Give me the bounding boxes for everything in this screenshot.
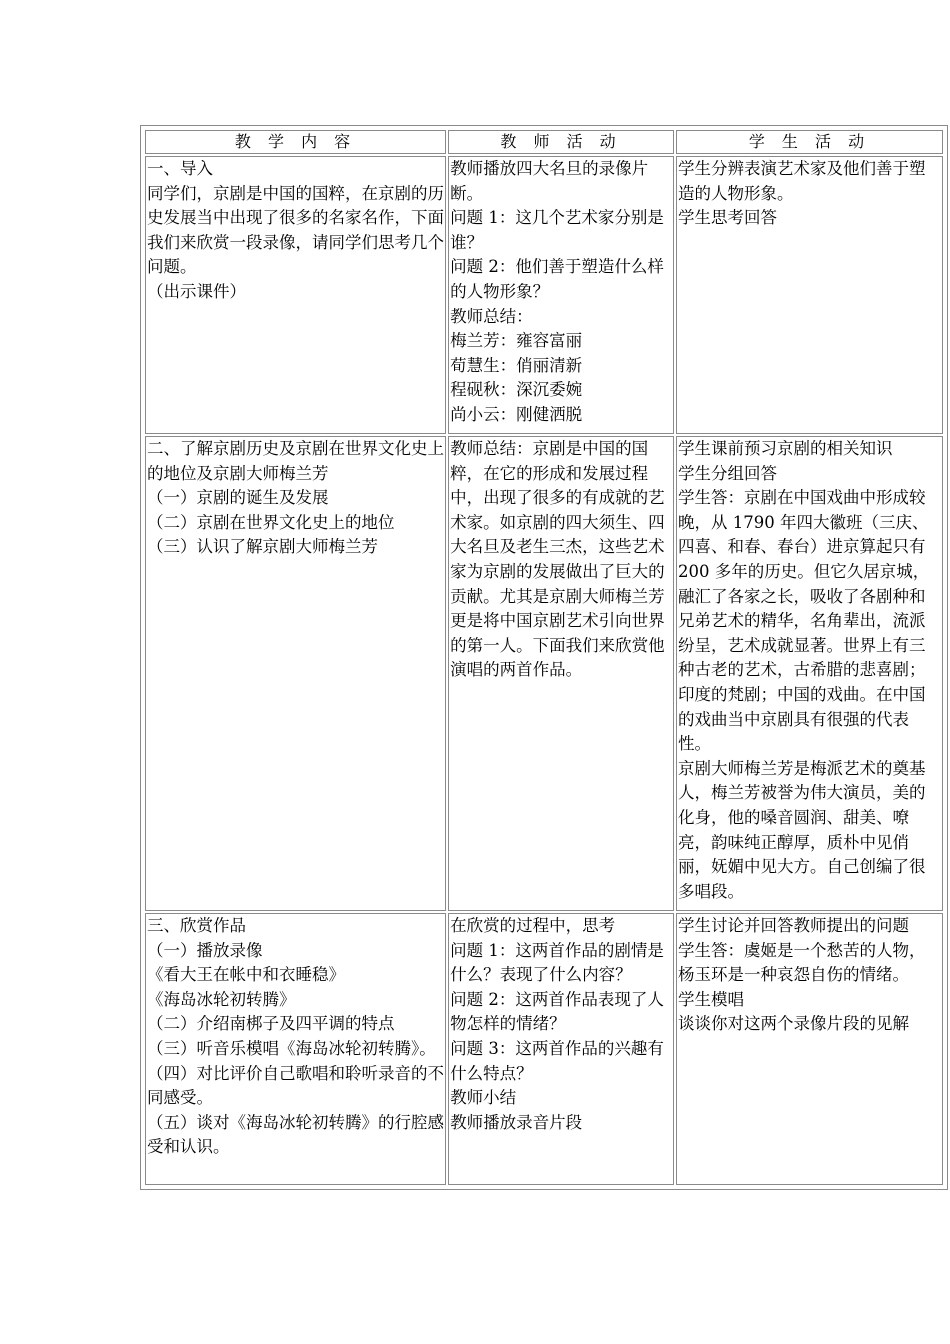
text-line: 学生答：京剧在中国戏曲中形成较晚，从 1790 年四大徽班（三庆、四喜、和春、春台）进京算起只有 200 多年的历史。但它久居京城，融汇了各家之长，吸收了各剧种和兄弟艺术的精华，名角辈出，流派纷呈，艺术成就显著。世界上有三种古老的艺术，古希腊的悲喜剧；印度的梵剧；中国的戏曲。在中国的戏曲当中京剧具有很强的代表性。: [677, 488, 930, 754]
text-line: 学生讨论并回答教师提出的问题: [677, 916, 909, 935]
cell-student: [676, 156, 943, 434]
cell-content: [145, 913, 446, 1185]
text-line: （一）京剧的诞生及发展: [147, 488, 329, 508]
table-row: [145, 913, 943, 1185]
lesson-plan-table: [143, 128, 945, 1187]
text-line: 在欣赏的过程中，思考: [450, 916, 616, 935]
text-line: 学生分辨表演艺术家及他们善于塑造的人物形象。: [677, 159, 926, 203]
text-line: （二）京剧在世界文化史上的地位: [147, 512, 395, 532]
text-line: 问题 1：这两首作品的剧情是什么？表现了什么内容？: [450, 940, 664, 985]
table-header-row: [145, 130, 943, 154]
text-line: （出示课件）: [147, 281, 246, 301]
text-line: （三）认识了解京剧大师梅兰芳: [147, 537, 378, 557]
text-line: 学生思考回答: [677, 208, 777, 228]
text-line: 教师小结: [450, 1088, 517, 1108]
text-line: 学生答：虞姬是一个愁苦的人物，杨玉环是一种哀怨自伤的情绪。: [677, 940, 926, 985]
text-line: 三、欣赏作品: [147, 916, 246, 935]
text-line: 教师总结：: [450, 306, 533, 326]
text-line: 一、导入: [147, 159, 213, 178]
text-line: 梅兰芳：雍容富丽: [450, 331, 583, 351]
text-line: 问题 2：他们善于塑造什么样的人物形象？: [450, 257, 664, 301]
cell-student: [676, 436, 943, 911]
cell-teacher: [448, 913, 674, 1185]
text-line: 荀慧生：俏丽清新: [450, 355, 583, 375]
text-line: 《海岛冰轮初转腾》: [147, 989, 296, 1009]
cell-content: [145, 156, 446, 434]
text-line: 尚小云：刚健洒脱: [450, 404, 583, 424]
text-line: 程砚秋：深沉委婉: [450, 380, 583, 400]
text-line: 问题 3：这两首作品的兴趣有什么特点？: [450, 1038, 664, 1083]
text-line: （二）介绍南梆子及四平调的特点: [147, 1014, 395, 1034]
header-teacher-activity: 教 师 活 动: [448, 130, 674, 154]
cell-teacher: [448, 436, 674, 911]
cell-student: [676, 913, 943, 1185]
text-line: 学生课前预习京剧的相关知识: [677, 439, 893, 458]
text-line: （四）对比评价自己歌唱和聆听录音的不同感受。: [147, 1063, 444, 1108]
header-student-activity: 学 生 活 动: [676, 130, 943, 154]
text-line: （五）谈对《海岛冰轮初转腾》的行腔感受和认识。: [147, 1112, 444, 1157]
text-line: 问题 1：这几个艺术家分别是谁？: [450, 208, 664, 252]
text-line: 《看大王在帐中和衣睡稳》: [147, 965, 345, 985]
table-row: [145, 436, 943, 911]
text-line: （一）播放录像: [147, 940, 263, 960]
text-line: 教师总结：京剧是中国的国粹，在它的形成和发展过程中，出现了很多的有成就的艺术家。如京剧的四大须生、四大名旦及老生三杰，这些艺术家为京剧的发展做出了巨大的贡献。尤其是京剧大师梅兰芳更是将中国京剧艺术引向世界的第一人。下面我们来欣赏他演唱的两首作品。: [450, 439, 665, 680]
text-line: 学生分组回答: [677, 463, 777, 483]
text-line: 谈谈你对这两个录像片段的见解: [677, 1014, 909, 1034]
text-line: （三）听音乐模唱《海岛冰轮初转腾》。: [147, 1038, 436, 1058]
text-line: 学生模唱: [677, 989, 744, 1009]
text-line: 问题 2：这两首作品表现了人物怎样的情绪？: [450, 989, 664, 1034]
table-row: [145, 156, 943, 434]
text-line: 京剧大师梅兰芳是梅派艺术的奠基人，梅兰芳被誉为伟大演员，美的化身，他的嗓音圆润、甜美、嘹亮，韵味纯正醇厚，质朴中见俏丽，妩媚中见大方。自己创编了很多唱段。: [677, 758, 926, 901]
cell-teacher: [448, 156, 674, 434]
cell-content: [145, 436, 446, 911]
text-line: 二、了解京剧历史及京剧在世界文化史上的地位及京剧大师梅兰芳: [147, 439, 444, 483]
text-line: 教师播放四大名旦的录像片断。: [450, 159, 649, 203]
header-teaching-content: 教 学 内 容: [145, 130, 446, 154]
text-line: 同学们，京剧是中国的国粹，在京剧的历史发展当中出现了很多的名家名作，下面我们来欣赏一段录像，请同学们思考几个问题。: [147, 183, 444, 277]
lesson-plan-table-frame: [140, 125, 948, 1190]
text-line: 教师播放录音片段: [450, 1112, 583, 1132]
